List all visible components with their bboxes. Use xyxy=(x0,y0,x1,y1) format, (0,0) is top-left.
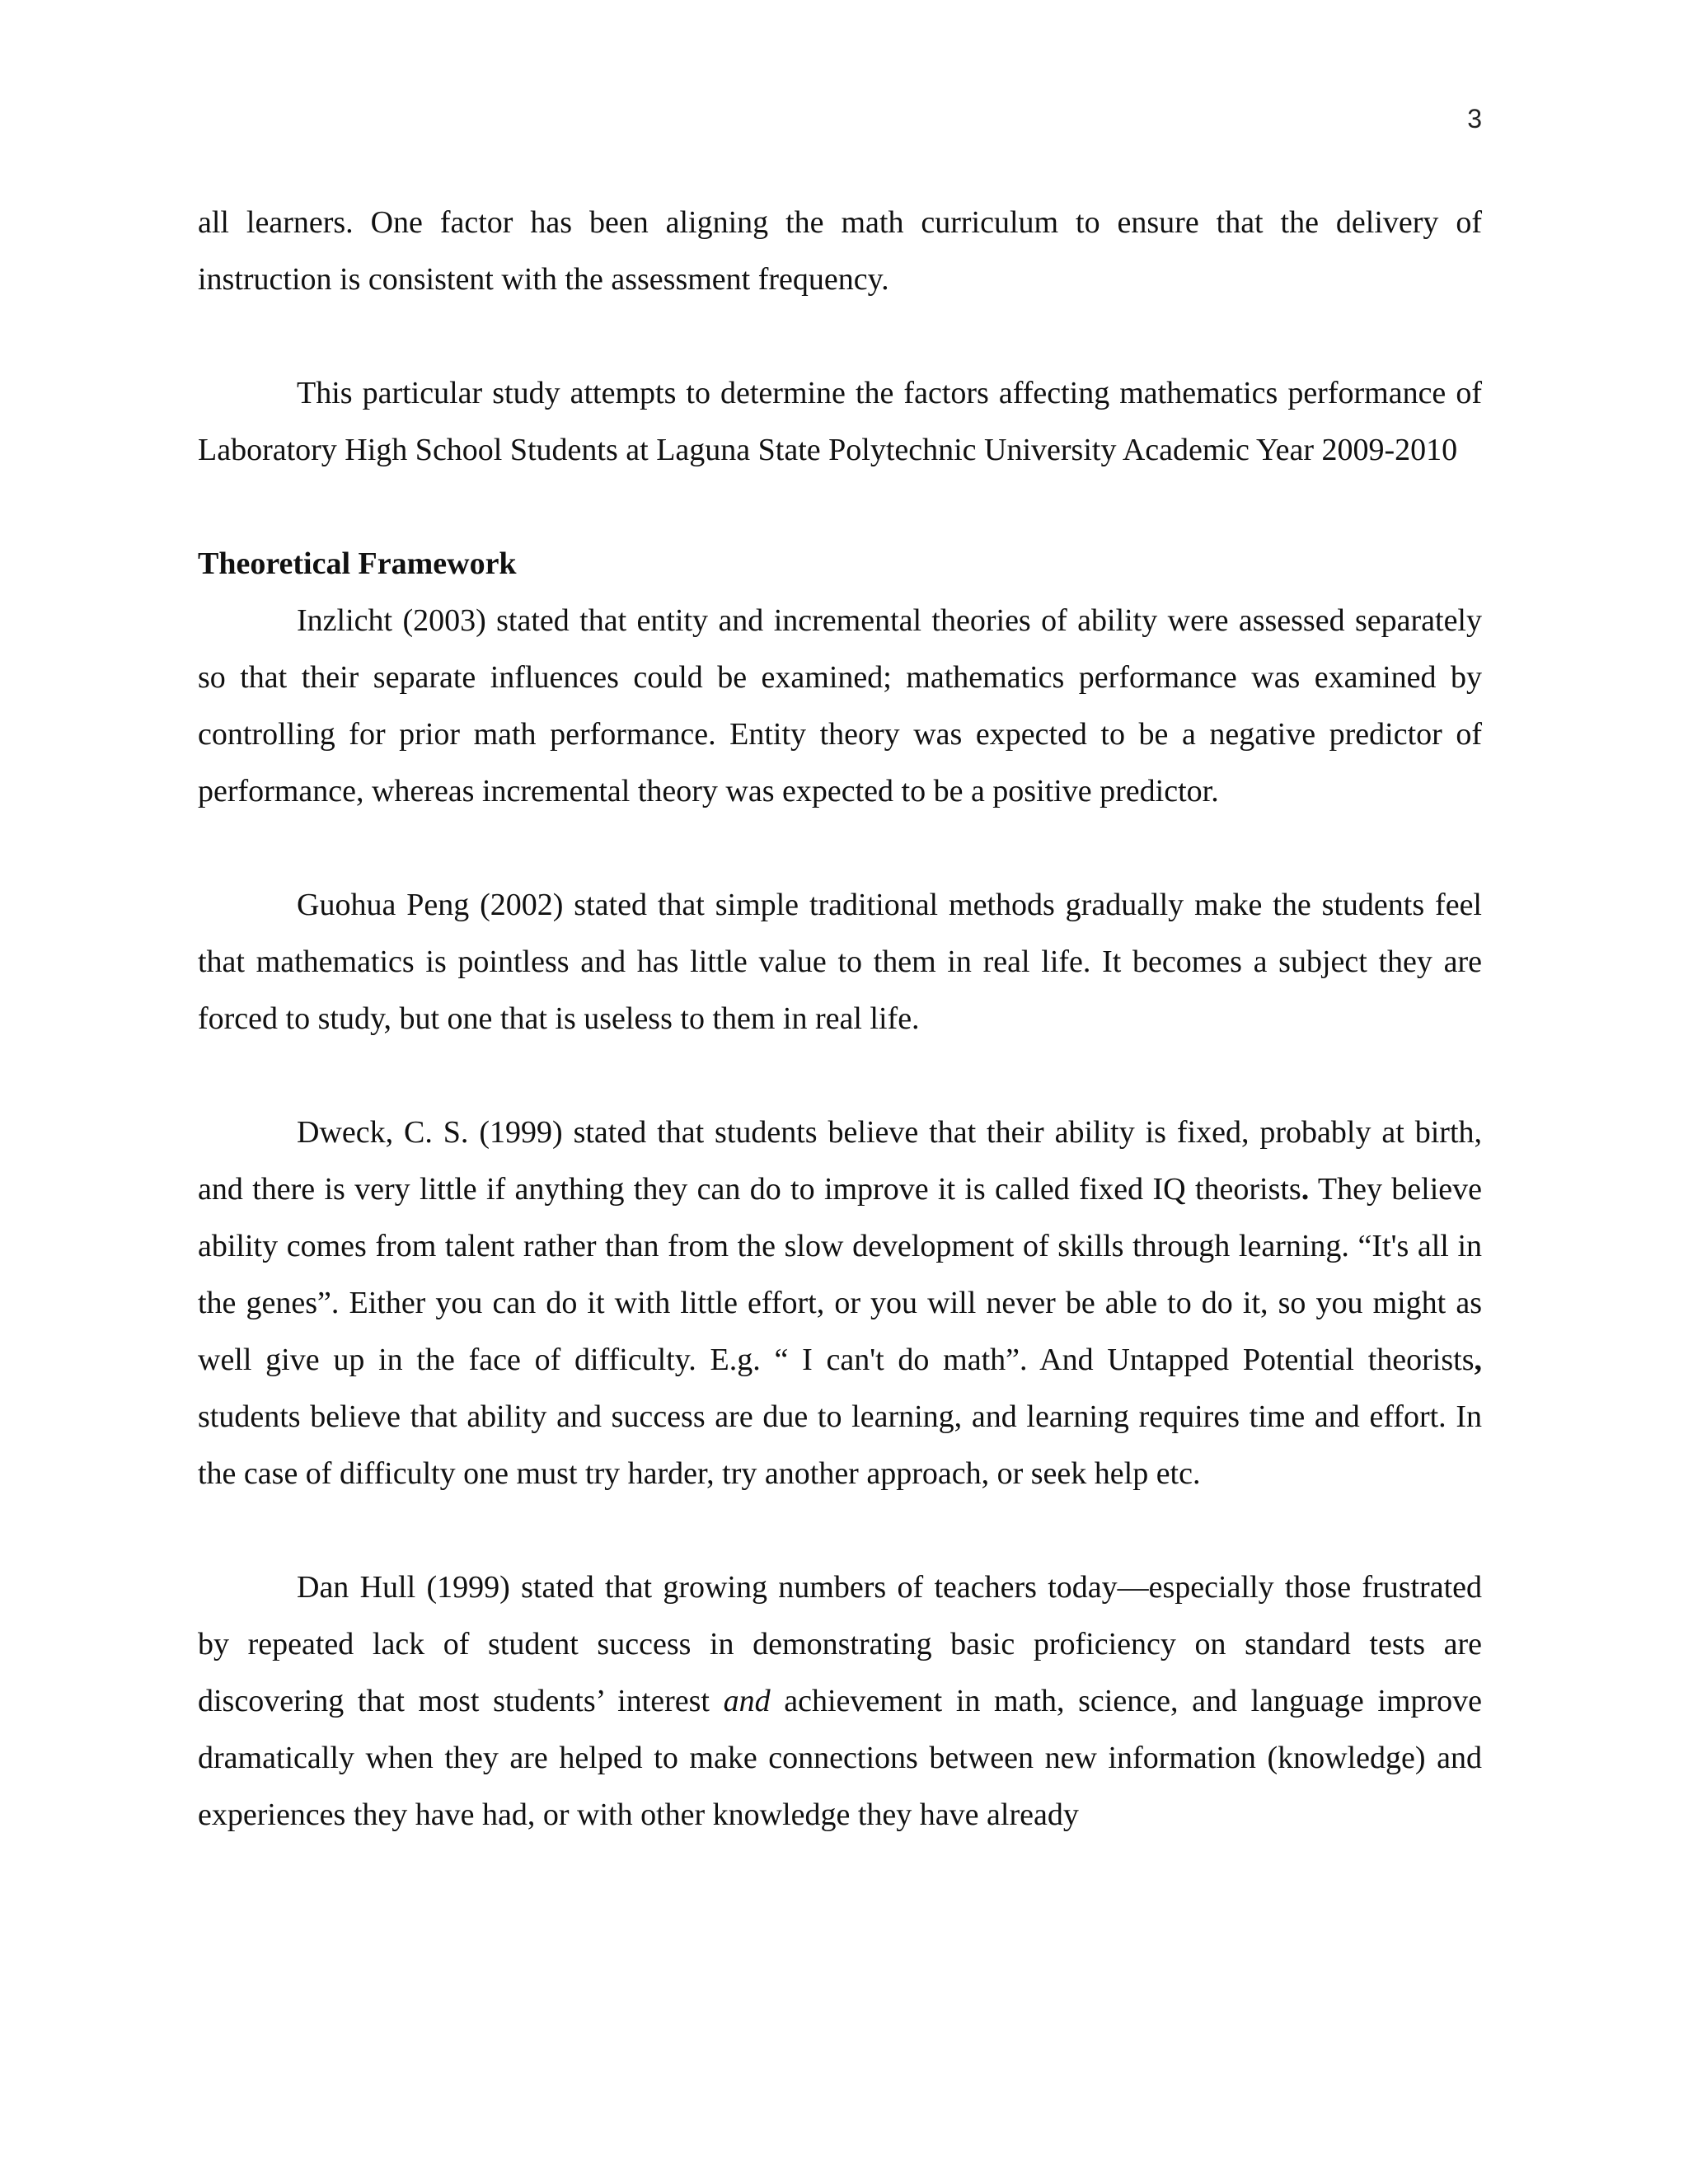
paragraph-gap xyxy=(198,1047,1482,1104)
paragraph-gap xyxy=(198,479,1482,536)
italic-emphasis: and xyxy=(723,1684,771,1718)
text-run: achievement in math, science, and language improve dramatically when they are helped to make connections between new information (knowledge) and experiences they have had, or with other knowledge they have already xyxy=(198,1684,1483,1832)
paragraph-gap xyxy=(198,820,1482,877)
paragraph-study-purpose: This particular study attempts to determine the factors affecting mathematics performance of Laboratory High School Students at Laguna State Polytechnic University Academic Year 2009-2010 xyxy=(198,376,1482,467)
bold-comma: , xyxy=(1474,1343,1482,1377)
text-run: They believe ability comes from talent rather than from the slow development of skills through learning. “It's all in the genes”. Either you can do it with little effort, or you will never be able to do it, so you might as well give up in the face of difficulty. E.g. “ I can't do math”. And Untapped Potential theorists xyxy=(198,1172,1482,1377)
section-heading: Theoretical Framework xyxy=(198,546,517,581)
text-run: Dan Hull (1999) stated that growing numbers of teachers today—especially those frustrated by repeated lack of student success in demonstrating basic proficiency on standard tests are discovering that most students’ interest xyxy=(198,1570,1482,1718)
bold-period: . xyxy=(1301,1172,1310,1207)
paragraph-peng: Guohua Peng (2002) stated that simple traditional methods gradually make the students feel that mathematics is pointless and has little value to them in real life. It becomes a subject they are forced to study, but one that is useless to them in real life. xyxy=(198,888,1482,1036)
paragraph-gap xyxy=(198,308,1482,365)
paragraph-hull xyxy=(198,1559,1482,1844)
paragraph-dweck xyxy=(198,1104,1482,1502)
text-run: Dweck, C. S. (1999) stated that students believe that their ability is fixed, probably at birth, and there is very little if anything they can do to improve it is called fixed IQ theorists xyxy=(198,1115,1482,1207)
paragraph-gap xyxy=(198,1502,1482,1559)
page-number: 3 xyxy=(1467,104,1482,134)
paragraph-continuation: all learners. One factor has been aligning the math curriculum to ensure that the delivery of instruction is consistent with the assessment frequency. xyxy=(198,205,1482,297)
paragraph-inzlicht: Inzlicht (2003) stated that entity and incremental theories of ability were assessed separately so that their separate influences could be examined; mathematics performance was examined by controlling for prior math performance. Entity theory was expected to be a negative predictor of performance, whereas incremental theory was expected to be a positive predictor. xyxy=(198,603,1482,808)
document-body xyxy=(198,194,1482,1844)
text-run: students believe that ability and success are due to learning, and learning requires time and effort. In the case of difficulty one must try harder, try another approach, or seek help etc. xyxy=(198,1399,1482,1491)
